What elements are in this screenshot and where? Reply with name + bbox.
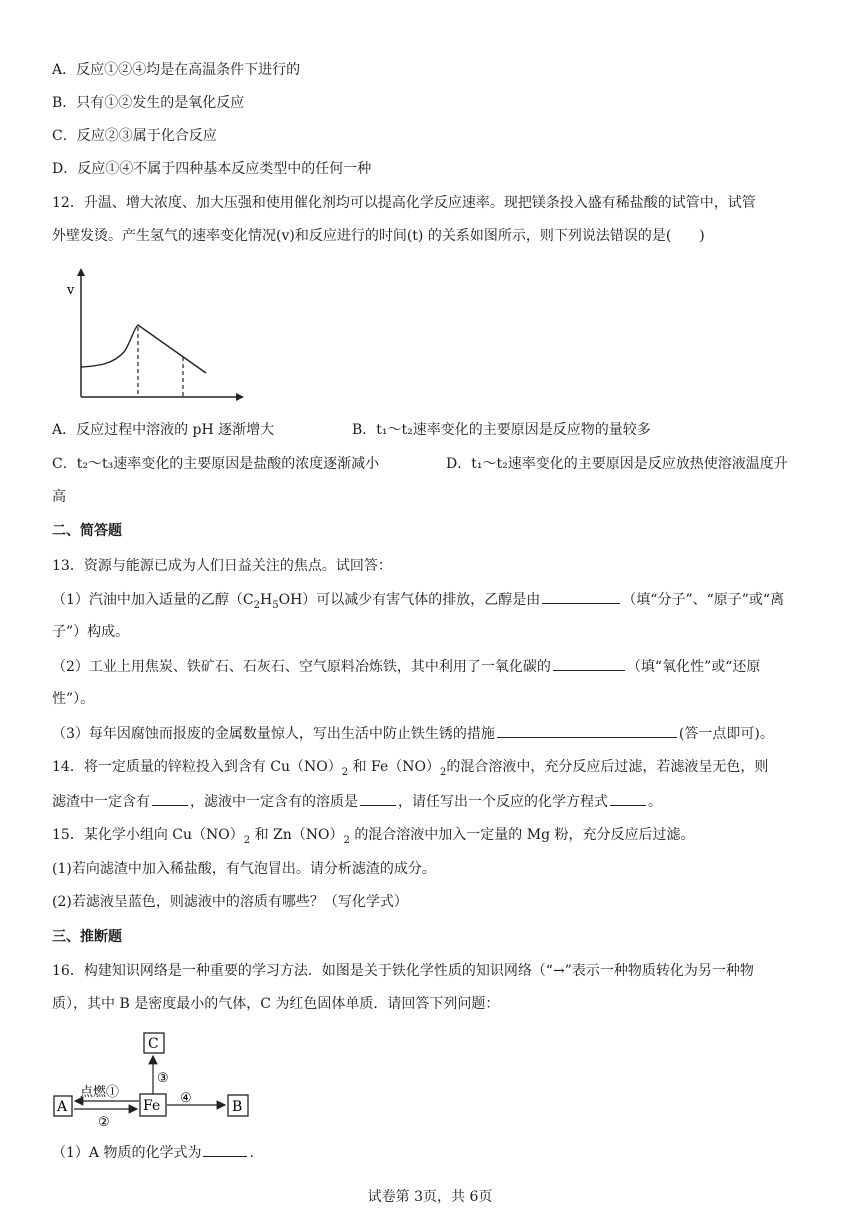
q12-stem-line2: 外壁发烫。产生氢气的速率变化情况(v)和反应进行的时间(t) 的关系如图所示，则下列说法错误的是( ) [52,228,705,244]
label-reaction-2: ② [98,1115,110,1130]
q15-part2: (2)若滤液呈蓝色，则滤液中的溶质有哪些？（写化学式） [52,894,408,910]
label-reaction-4: ④ [180,1091,192,1106]
section-heading-inference: 三、推断题 [52,929,122,945]
label-reaction-3: ③ [157,1071,169,1086]
q12-option-c: C．t₂～t₃速率变化的主要原因是盐酸的浓度逐渐减小 [52,456,380,472]
q12-stem-line1: 12．升温、增大浓度、加大压强和使用催化剂均可以提高化学反应速率。现把镁条投入盛有稀盐酸的试管中，试管 [52,195,756,211]
q13-part1-line1: （1）汽油中加入适量的乙醇$(C_2H_5OH)$可以减少有害气体的排放，乙醇是由 （填“分子”、“原子”或“离 [52,589,784,612]
graph-axis-label-v: v [67,283,75,298]
q13-part3-blank[interactable] [497,723,677,738]
q15-stem: 15．某化学小组向 $Cu(NO)_2$ 和 $Zn(NO)_2$ 的混合溶液中加入一定量的 Mg 粉，充分反应后过滤。 [52,827,695,846]
q11-option-b: B．只有①②发生的是氧化反应 [52,95,245,111]
graph-x-arrow [236,393,244,401]
q14-blank-equation[interactable] [610,791,646,806]
q13-part3: （3）每年因腐蚀而报废的金属数量惊人，写出生活中防止铁生锈的措施 (答一点即可)。 [52,723,774,744]
q13-part2-line1: （2）工业上用焦炭、铁矿石、石灰石、空气原料冶炼铁，其中利用了一氧化碳的 （填“氧化性”或“还原 [52,656,760,677]
q14-stem-line2: 滤渣中一定含有 ，滤液中一定含有的溶质是 ，请任写出一个反应的化学方程式 。 [52,791,662,812]
q13-stem: 13．资源与能源已成为人们日益关注的焦点。试回答： [52,558,392,574]
node-Fe-label: Fe [143,1098,161,1114]
q11-option-c: C．反应②③属于化合反应 [52,128,217,144]
q14-blank-solute[interactable] [360,791,396,806]
q11-option-d: D．反应①④不属于四种基本反应类型中的任何一种 [52,161,372,177]
q13-part2-line2: 性”）。 [52,691,95,707]
section-heading-short-answer: 二、简答题 [52,523,122,539]
q16-blank-A-formula[interactable] [203,1142,247,1157]
q12-option-d-cont: 高 [52,489,66,505]
q15-part1: (1)若向滤渣中加入稀盐酸，有气泡冒出。请分析滤渣的成分。 [52,861,436,877]
q16-stem-line2: 质），其中 B 是密度最小的气体，C 为红色固体单质．请回答下列问题： [52,996,500,1012]
graph-rate-curve [81,325,206,373]
node-C-label: C [148,1036,159,1052]
label-reaction-1-ignite: 点燃① [80,1085,120,1100]
q14-blank-residue[interactable] [152,791,188,806]
q16-iron-network-diagram [50,1030,270,1130]
q12-option-b: B．t₁～t₂速率变化的主要原因是反应物的量较多 [352,422,651,438]
q13-part1-line2: 子”）构成。 [52,624,130,640]
q13-part1-blank[interactable] [542,589,620,604]
q12-option-d: D．t₁～t₂速率变化的主要原因是反应放热使溶液温度升 [446,456,788,472]
q11-option-a: A．反应①②④均是在高温条件下进行的 [52,62,301,78]
page-footer: 试卷第 3页，共 6页 [367,1189,493,1205]
node-A-label: A [57,1099,68,1115]
q13-part2-blank[interactable] [553,656,625,671]
q16-part1: （1）A 物质的化学式为 . [52,1142,254,1163]
graph-y-arrow [77,268,85,276]
q16-stem-line1: 16．构建知识网络是一种重要的学习方法．如图是关于铁化学性质的知识网络（“→”表示一种物质转化为另一种物 [52,963,754,979]
q12-option-a: A．反应过程中溶液的 pH 逐渐增大 [52,422,275,438]
node-B-label: B [232,1099,243,1115]
q14-stem-line1: 14．将一定质量的锌粒投入到含有 $Cu(NO)_2$ 和 $Fe(NO)_2$的混合溶液中，充分反应后过滤，若滤液呈无色，则 [52,759,769,778]
q12-rate-time-graph [56,266,246,412]
